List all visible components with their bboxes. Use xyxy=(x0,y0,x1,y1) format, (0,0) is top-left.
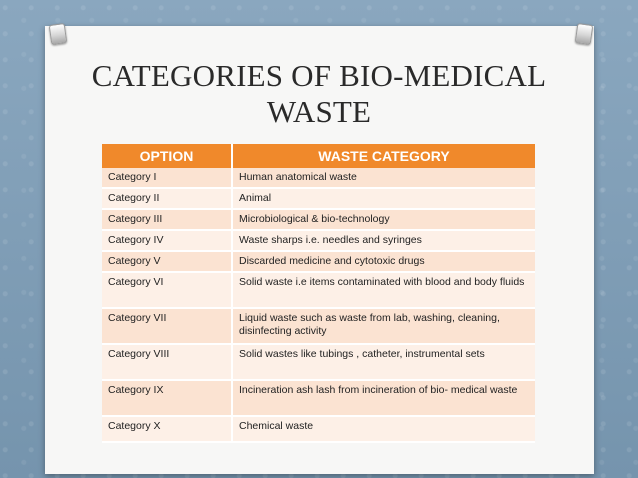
cell-option: Category IX xyxy=(102,380,232,416)
cell-option: Category X xyxy=(102,416,232,442)
cell-option: Category III xyxy=(102,209,232,230)
header-waste-category: WASTE CATEGORY xyxy=(232,144,535,168)
cell-waste: Waste sharps i.e. needles and syringes xyxy=(232,230,535,251)
slide-title-line1: CATEGORIES OF BIO-MEDICAL xyxy=(91,58,547,93)
table-row xyxy=(102,416,535,442)
cell-waste: Human anatomical waste xyxy=(232,168,535,188)
cell-waste: Chemical waste xyxy=(232,416,535,442)
pushpin-icon xyxy=(49,23,68,45)
cell-waste: Solid wastes like tubings , catheter, instrumental sets xyxy=(232,344,535,380)
table-row xyxy=(102,188,535,209)
slide-title xyxy=(0,58,638,130)
cell-waste: Microbiological & bio-technology xyxy=(232,209,535,230)
cell-option: Category VI xyxy=(102,272,232,308)
table-row xyxy=(102,344,535,380)
cell-option: Category VII xyxy=(102,308,232,344)
table-row xyxy=(102,251,535,272)
pushpin-icon xyxy=(575,23,594,45)
table-row xyxy=(102,230,535,251)
slide-title-line2: WASTE xyxy=(266,94,372,129)
table-header-row xyxy=(102,144,535,168)
table-row xyxy=(102,272,535,308)
table-row xyxy=(102,168,535,188)
cell-waste: Solid waste i.e items contaminated with blood and body fluids xyxy=(232,272,535,308)
cell-waste: Liquid waste such as waste from lab, washing, cleaning, disinfecting activity xyxy=(232,308,535,344)
table-row xyxy=(102,380,535,416)
cell-waste: Incineration ash lash from incineration of bio- medical waste xyxy=(232,380,535,416)
cell-option: Category I xyxy=(102,168,232,188)
table-row xyxy=(102,308,535,344)
cell-option: Category II xyxy=(102,188,232,209)
waste-category-table xyxy=(102,144,535,443)
cell-waste: Discarded medicine and cytotoxic drugs xyxy=(232,251,535,272)
cell-option: Category V xyxy=(102,251,232,272)
header-option: OPTION xyxy=(102,144,232,168)
cell-option: Category IV xyxy=(102,230,232,251)
table-row xyxy=(102,209,535,230)
cell-waste: Animal xyxy=(232,188,535,209)
cell-option: Category VIII xyxy=(102,344,232,380)
